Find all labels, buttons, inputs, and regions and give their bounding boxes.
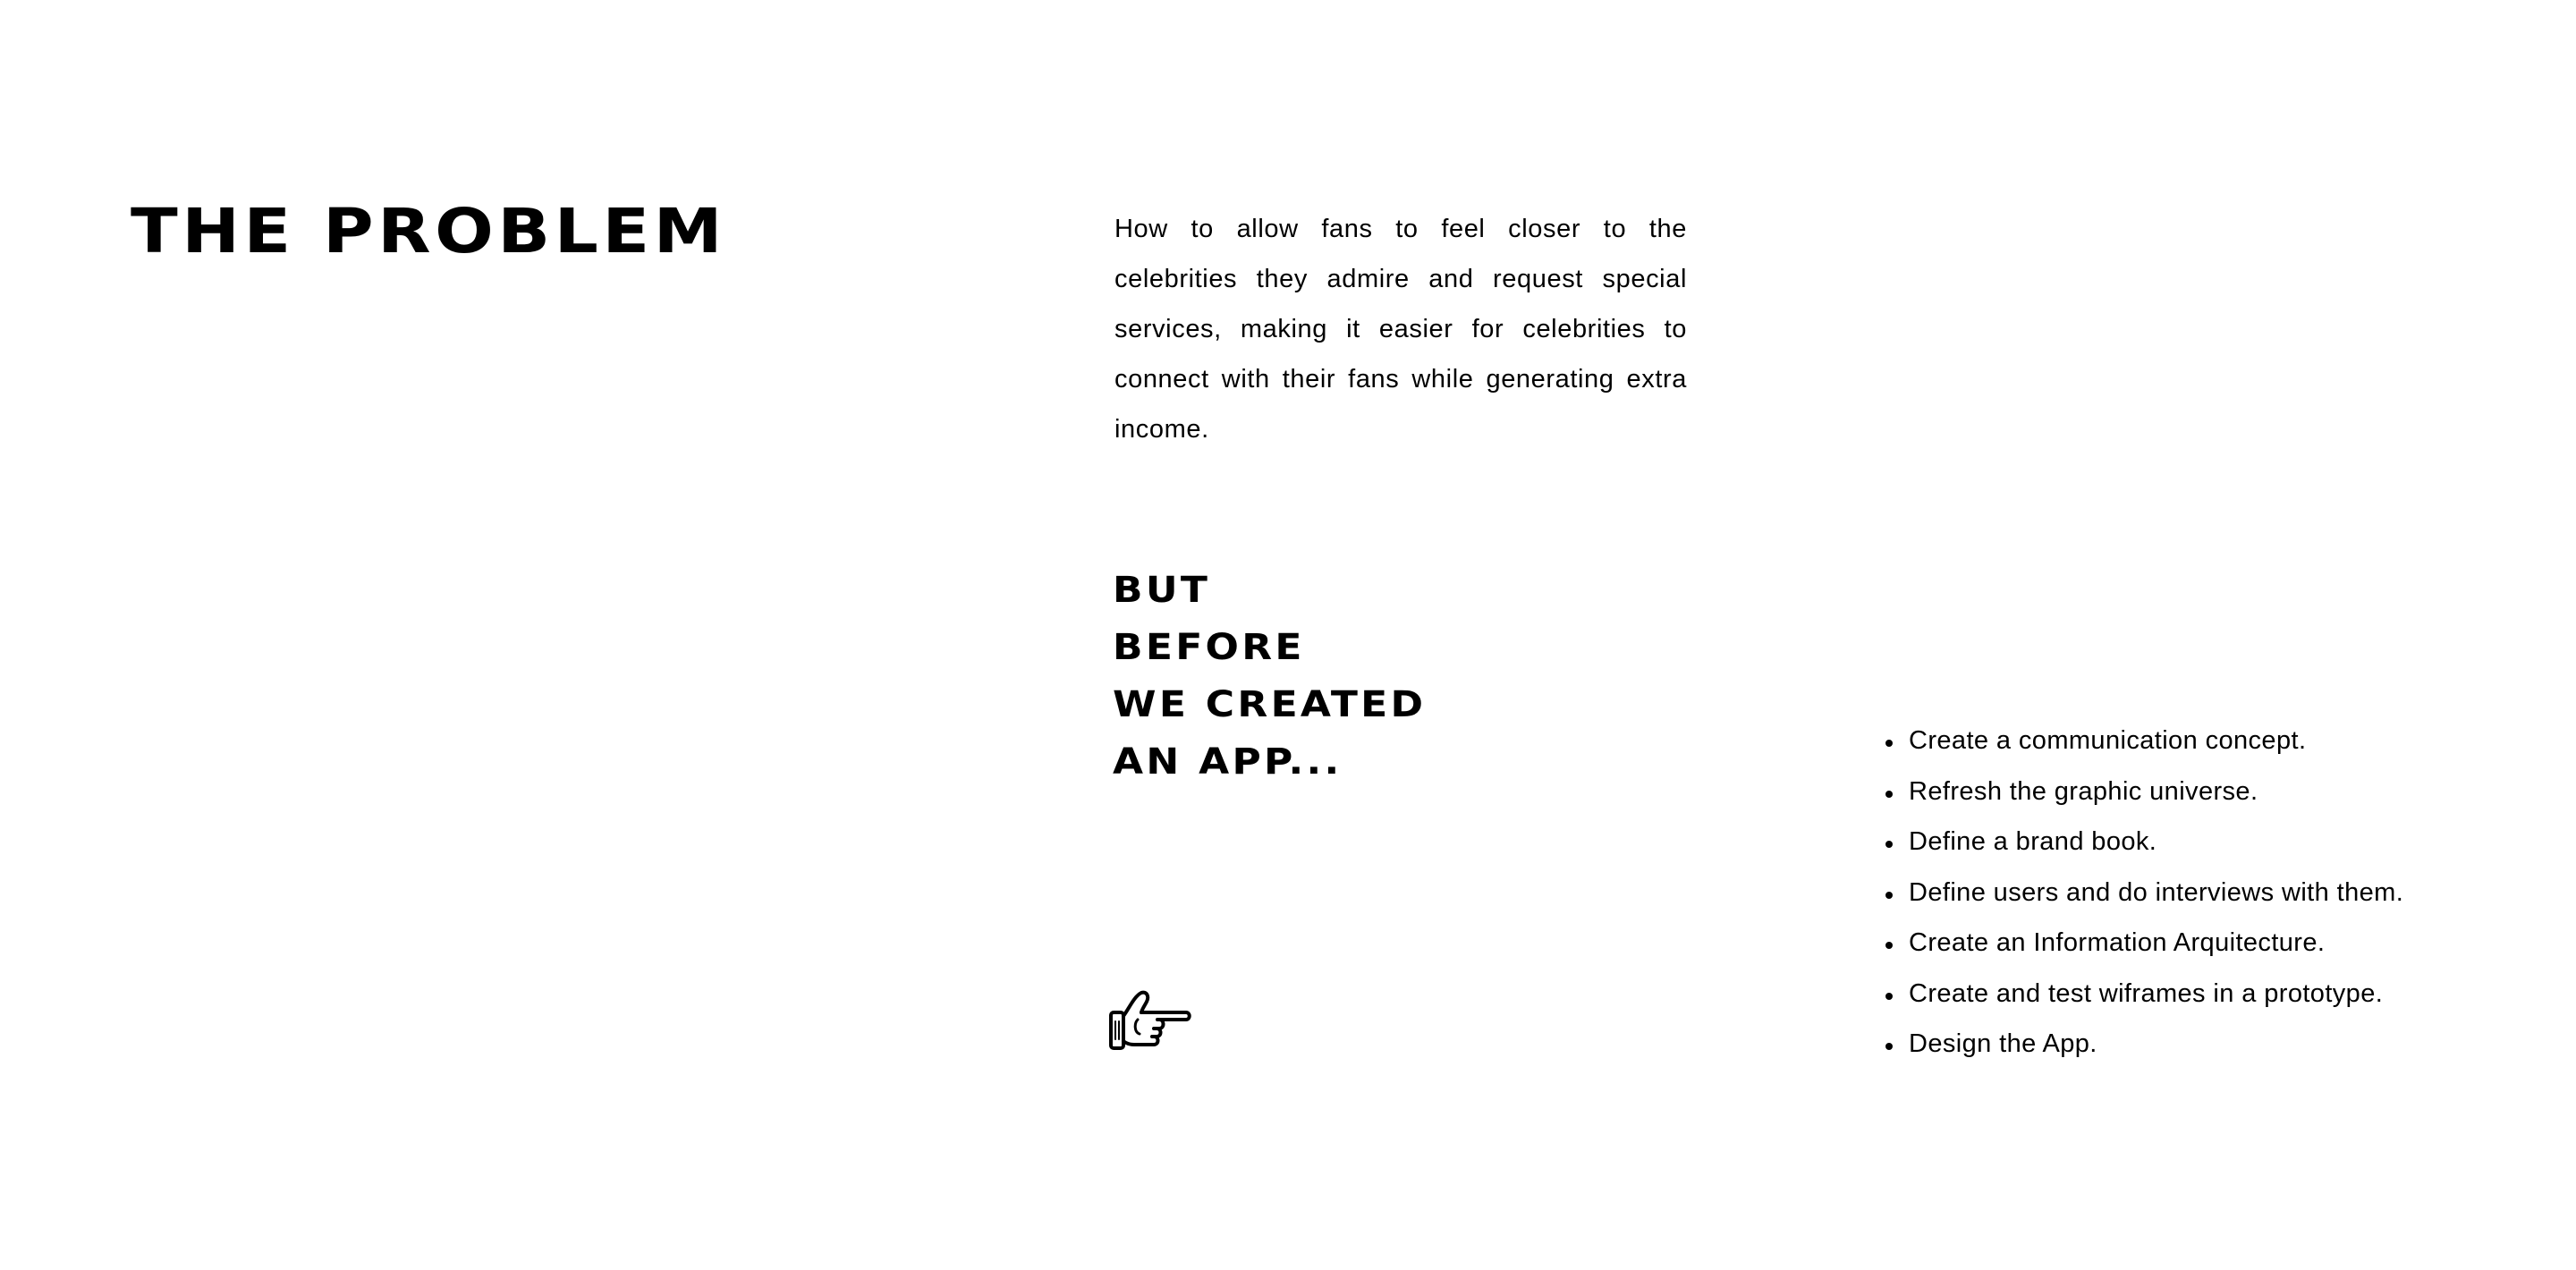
list-item: Create an Information Arquitecture. [1885,918,2403,969]
task-list [1885,715,2403,1070]
before-heading [1113,562,1426,791]
list-item: Create a communication concept. [1885,715,2403,766]
list-item: Create and test wiframes in a prototype. [1885,969,2403,1020]
before-heading-line: WE CREATED [1113,684,1427,725]
before-heading-line: AN APP... [1113,741,1343,783]
list-item: Define users and do interviews with them. [1885,868,2403,919]
page-title: THE PROBLEM [131,196,727,267]
before-heading-line: BUT [1113,570,1211,611]
list-item: Design the App. [1885,1019,2403,1070]
list-item: Refresh the graphic universe. [1885,766,2403,817]
before-heading-line: BEFORE [1113,627,1305,668]
pointing-hand-right-icon [1107,987,1193,1055]
list-item: Define a brand book. [1885,817,2403,868]
problem-description: How to allow fans to feel closer to the celebrities they admire and request special services, making it easier for celebrities to connect with their fans while generating extra income. [1114,215,1687,444]
